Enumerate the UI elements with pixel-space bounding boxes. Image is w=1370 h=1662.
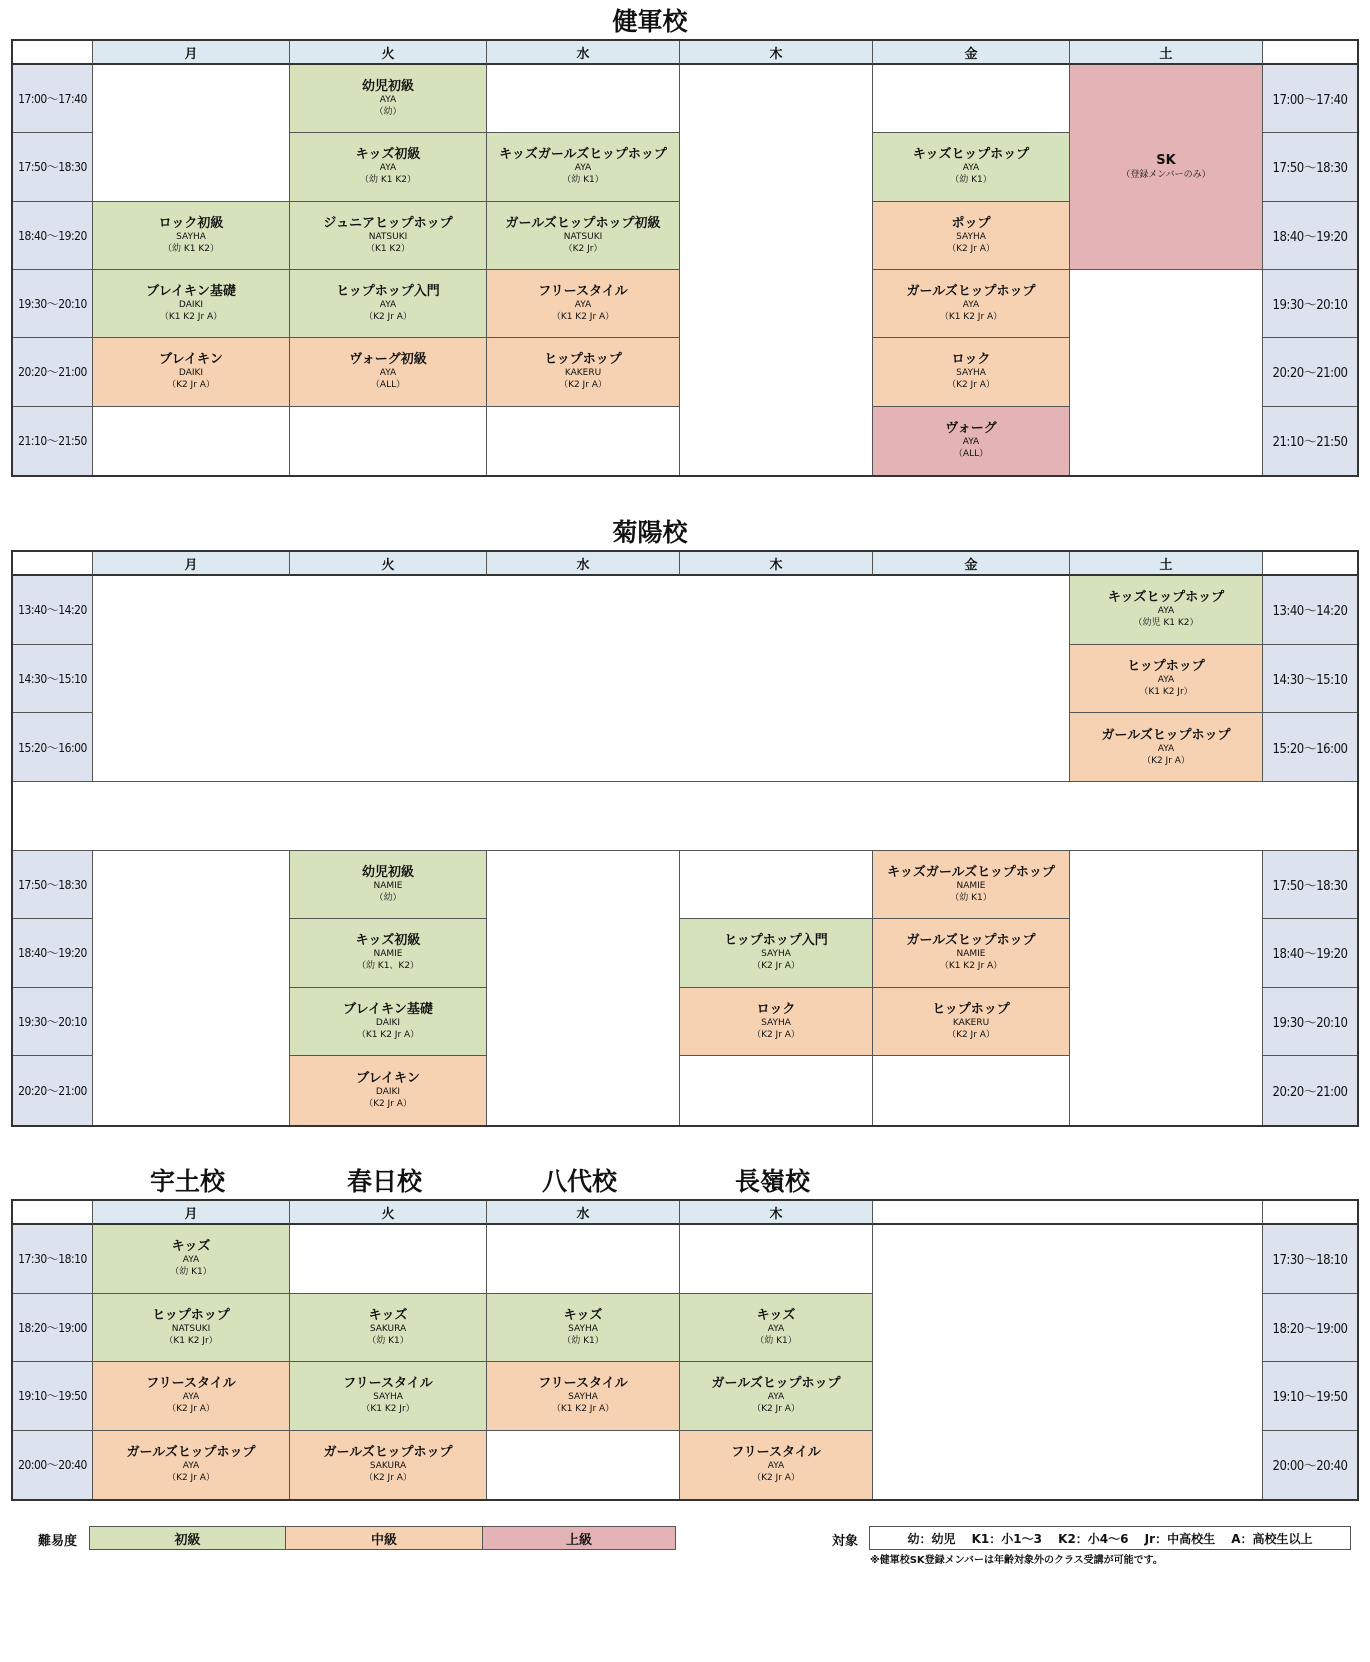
class-cell[interactable] <box>290 851 487 920</box>
time-slot: 13:40～14:20 <box>13 576 93 645</box>
time-slot: 17:00～17:40 <box>13 65 93 133</box>
class-name: キッズ <box>171 1239 211 1255</box>
empty-slot <box>680 1056 873 1125</box>
class-target: （幼） <box>374 107 402 118</box>
class-teacher: NAMIE <box>373 949 403 960</box>
time-slot: 21:10～21:50 <box>13 407 93 475</box>
school-title-kasuga: 春日校 <box>346 1167 422 1196</box>
empty-slot <box>1070 270 1263 475</box>
class-name: ヒップホップ <box>544 352 622 368</box>
day-header-sat: 土 <box>1070 41 1263 65</box>
empty-slot <box>680 1225 873 1294</box>
header-blank <box>13 552 93 576</box>
empty-slot <box>487 851 680 1126</box>
class-target: （K1 K2） <box>365 243 411 254</box>
class-teacher: AYA <box>182 1461 200 1472</box>
class-name: ガールズヒップホップ <box>906 933 1036 949</box>
class-teacher: NATSUKI <box>368 231 408 242</box>
class-name: ヴォーグ <box>945 421 997 437</box>
class-teacher: NATSUKI <box>563 231 603 242</box>
class-cell[interactable] <box>680 919 873 988</box>
class-cell[interactable] <box>487 202 680 270</box>
class-name: ロック <box>756 1002 796 1018</box>
time-slot: 19:10～19:50 <box>13 1362 93 1431</box>
class-name: 幼児初級 <box>361 79 414 95</box>
class-cell[interactable] <box>873 407 1070 475</box>
time-slot: 18:20～19:00 <box>1263 1294 1357 1363</box>
class-name: 幼児初級 <box>361 864 414 880</box>
class-target: （K2 Jr A） <box>167 1404 215 1415</box>
school-title-uto: 宇土校 <box>149 1167 225 1196</box>
class-name: フリースタイル <box>146 1376 236 1392</box>
class-name: キッズヒップホップ <box>912 147 1030 163</box>
class-target: （K1 K2 Jr A） <box>939 312 1003 323</box>
day-header-thu: 木 <box>680 552 873 576</box>
class-teacher: AYA <box>1157 606 1175 617</box>
time-slot: 15:20～16:00 <box>1263 713 1357 782</box>
legend-target-text: 幼：幼児 K1：小1～3 K2：小4～6 Jr：中高校生 A：高校生以上 <box>869 1526 1351 1550</box>
class-teacher: AYA <box>962 163 980 174</box>
class-name: ヒップホップ <box>1127 658 1205 674</box>
class-teacher: AYA <box>182 1392 200 1403</box>
school-title-kengun: 健軍校 <box>612 7 688 36</box>
class-cell[interactable] <box>873 202 1070 270</box>
class-cell[interactable] <box>93 202 290 270</box>
class-teacher: AYA <box>1157 674 1175 685</box>
class-target: （K2 Jr A） <box>752 1030 800 1041</box>
class-teacher: SAYHA <box>373 1392 403 1403</box>
class-target: （K2 Jr A） <box>752 1404 800 1415</box>
class-target: （K2 Jr A） <box>364 1473 412 1484</box>
class-target: （K2 Jr A） <box>947 1030 995 1041</box>
class-name: ヒップホップ <box>932 1002 1010 1018</box>
day-header-fri: 金 <box>873 41 1070 65</box>
class-cell[interactable] <box>290 1362 487 1431</box>
class-name: ガールズヒップホップ <box>1101 727 1231 743</box>
class-cell[interactable] <box>680 988 873 1057</box>
class-name: キッズ <box>368 1307 408 1323</box>
time-slot: 19:30～20:10 <box>13 270 93 338</box>
class-name: キッズ初級 <box>355 933 421 949</box>
class-name: キッズガールズヒップホップ <box>499 147 667 163</box>
class-name: ヒップホップ入門 <box>336 284 440 300</box>
class-target: （K1 K2 Jr A） <box>159 312 223 323</box>
class-cell[interactable] <box>487 270 680 338</box>
time-slot: 20:00～20:40 <box>1263 1431 1357 1500</box>
class-name: フリースタイル <box>538 284 628 300</box>
class-cell[interactable] <box>487 338 680 406</box>
time-slot: 14:30～15:10 <box>1263 645 1357 714</box>
class-teacher: AYA <box>182 1255 200 1266</box>
time-slot: 17:30～18:10 <box>1263 1225 1357 1294</box>
day-header-tue: 火 <box>290 1201 487 1225</box>
class-cell[interactable] <box>290 202 487 270</box>
class-target: （ALL） <box>370 380 406 391</box>
class-name: ヴォーグ初級 <box>349 352 427 368</box>
class-name: ガールズヒップホップ <box>906 284 1036 300</box>
class-cell[interactable] <box>680 1294 873 1363</box>
break-row <box>13 782 1357 851</box>
time-slot: 19:30～20:10 <box>1263 988 1357 1057</box>
class-teacher: SAYHA <box>568 1392 598 1403</box>
day-header-thu: 木 <box>680 41 873 65</box>
time-slot: 18:40～19:20 <box>13 202 93 270</box>
header-blank <box>1263 41 1357 65</box>
class-teacher: SAYHA <box>761 1018 791 1029</box>
class-cell[interactable] <box>487 133 680 201</box>
class-target: （K1 K2 Jr A） <box>356 1030 420 1041</box>
class-name: ガールズヒップホップ <box>711 1376 841 1392</box>
class-cell[interactable] <box>93 1362 290 1431</box>
class-target: （K2 Jr A） <box>1142 755 1190 766</box>
class-teacher: SAKURA <box>369 1461 407 1472</box>
time-slot: 20:20～21:00 <box>13 1056 93 1125</box>
class-target: （幼 K1、K2） <box>356 961 420 972</box>
class-cell[interactable] <box>873 270 1070 338</box>
timetable-kikuyo <box>11 550 1359 1127</box>
class-teacher: AYA <box>379 95 397 106</box>
header-blank <box>1263 1201 1357 1225</box>
empty-slot <box>873 65 1070 133</box>
class-teacher: SAKURA <box>369 1323 407 1334</box>
class-teacher: KAKERU <box>564 368 602 379</box>
class-teacher: SAYHA <box>568 1323 598 1334</box>
class-teacher: AYA <box>574 163 592 174</box>
class-teacher: NAMIE <box>956 949 986 960</box>
class-teacher: AYA <box>767 1461 785 1472</box>
class-target: （K2 Jr A） <box>364 1099 412 1110</box>
class-teacher: KAKERU <box>952 1018 990 1029</box>
empty-slot <box>93 407 290 475</box>
day-header-mon: 月 <box>93 1201 290 1225</box>
legend-beginner: 初級 <box>89 1526 286 1550</box>
empty-slot <box>680 851 873 920</box>
class-name: ヒップホップ <box>152 1307 230 1323</box>
class-target: （K1 K2 Jr） <box>361 1404 415 1415</box>
time-slot: 18:20～19:00 <box>13 1294 93 1363</box>
class-cell[interactable] <box>1070 713 1263 782</box>
class-teacher: AYA <box>767 1323 785 1334</box>
time-slot: 18:40～19:20 <box>13 919 93 988</box>
time-slot: 19:10～19:50 <box>1263 1362 1357 1431</box>
school-title-nagamine: 長嶺校 <box>734 1167 810 1196</box>
class-teacher: SAYHA <box>761 949 791 960</box>
class-teacher: DAIKI <box>375 1087 401 1098</box>
class-teacher: SAYHA <box>176 231 206 242</box>
empty-slot <box>1070 851 1263 1126</box>
empty-slot <box>680 65 873 475</box>
class-cell[interactable] <box>873 988 1070 1057</box>
time-slot: 20:20～21:00 <box>1263 1056 1357 1125</box>
class-cell[interactable] <box>290 270 487 338</box>
class-name: ブレイキン基礎 <box>343 1002 433 1018</box>
day-header-fri: 金 <box>873 552 1070 576</box>
empty-slot <box>487 1431 680 1500</box>
class-name: キッズヒップホップ <box>1107 590 1225 606</box>
empty-slot <box>873 1056 1070 1125</box>
empty-slot <box>93 851 290 1126</box>
empty-slot <box>290 407 487 475</box>
class-target: （K2 Jr A） <box>752 961 800 972</box>
class-name: ロック <box>951 352 991 368</box>
class-target: （幼児 K1 K2） <box>1133 618 1199 629</box>
class-target: （K2 Jr） <box>563 243 603 254</box>
class-name: ロック初級 <box>158 215 224 231</box>
class-cell[interactable] <box>93 338 290 406</box>
class-cell[interactable] <box>93 270 290 338</box>
class-cell[interactable] <box>93 1431 290 1500</box>
class-teacher: AYA <box>767 1392 785 1403</box>
timetable-branches <box>11 1199 1359 1501</box>
time-slot: 18:40～19:20 <box>1263 919 1357 988</box>
time-slot: 17:50～18:30 <box>13 133 93 201</box>
class-teacher: AYA <box>1157 743 1175 754</box>
day-header-tue: 火 <box>290 552 487 576</box>
class-teacher: NATSUKI <box>171 1323 211 1334</box>
class-name: キッズ <box>756 1307 796 1323</box>
empty-slot <box>487 1225 680 1294</box>
class-target: （幼 K1） <box>755 1335 797 1346</box>
header-blank <box>1263 552 1357 576</box>
time-slot: 17:00～17:40 <box>1263 65 1357 133</box>
class-target: （幼 K1 K2） <box>360 175 416 186</box>
header-blank <box>873 1201 1263 1225</box>
legend-intermediate: 中級 <box>285 1526 483 1550</box>
class-teacher: NAMIE <box>373 880 403 891</box>
time-slot: 18:40～19:20 <box>1263 202 1357 270</box>
class-teacher: AYA <box>962 437 980 448</box>
class-teacher: AYA <box>379 368 397 379</box>
empty-slot <box>290 1225 487 1294</box>
class-name: フリースタイル <box>343 1376 433 1392</box>
time-slot: 20:20～21:00 <box>13 338 93 406</box>
timetable-kengun <box>11 39 1359 477</box>
time-slot: 17:50～18:30 <box>1263 133 1357 201</box>
day-header-wed: 水 <box>487 552 680 576</box>
class-cell[interactable] <box>873 133 1070 201</box>
time-slot: 14:30～15:10 <box>13 645 93 714</box>
time-slot: 20:00～20:40 <box>13 1431 93 1500</box>
class-target: （K2 Jr A） <box>364 312 412 323</box>
class-target: （K2 Jr A） <box>947 243 995 254</box>
class-cell[interactable] <box>1070 576 1263 645</box>
class-cell[interactable] <box>1070 65 1263 270</box>
class-teacher: DAIKI <box>375 1018 401 1029</box>
class-cell[interactable] <box>680 1431 873 1500</box>
class-teacher: AYA <box>574 300 592 311</box>
time-slot: 19:30～20:10 <box>13 988 93 1057</box>
day-header-tue: 火 <box>290 41 487 65</box>
class-teacher: SAYHA <box>956 231 986 242</box>
legend-difficulty-label: 難易度 <box>38 1534 78 1549</box>
day-header-mon: 月 <box>93 41 290 65</box>
legend-target-label: 対象 <box>832 1534 859 1549</box>
class-cell[interactable] <box>290 988 487 1057</box>
class-target: （幼） <box>374 892 402 903</box>
class-cell[interactable] <box>290 1294 487 1363</box>
class-name: キッズ初級 <box>355 147 421 163</box>
class-name: SK <box>1156 153 1176 168</box>
empty-slot <box>873 1225 1263 1499</box>
day-header-sat: 土 <box>1070 552 1263 576</box>
class-target: （K2 Jr A） <box>167 380 215 391</box>
class-target: （幼 K1） <box>170 1267 212 1278</box>
school-title-yatsushiro: 八代校 <box>541 1167 617 1196</box>
day-header-wed: 水 <box>487 41 680 65</box>
header-blank <box>13 41 93 65</box>
class-target: （K2 Jr A） <box>559 380 607 391</box>
class-cell[interactable] <box>93 1294 290 1363</box>
class-target: （K1 K2 Jr） <box>1139 686 1193 697</box>
class-cell[interactable] <box>873 851 1070 920</box>
class-name: ヒップホップ入門 <box>724 933 828 949</box>
class-name: ガールズヒップホップ <box>126 1445 256 1461</box>
class-name: ガールズヒップホップ初級 <box>505 215 661 231</box>
class-name: ブレイキン <box>356 1071 420 1087</box>
class-name: ジュニアヒップホップ <box>323 215 453 231</box>
class-name: ブレイキン基礎 <box>146 284 236 300</box>
empty-slot <box>93 65 290 202</box>
class-target: （幼 K1） <box>367 1335 409 1346</box>
legend-note: ※健軍校SK登録メンバーは年齢対象外のクラス受講が可能です。 <box>870 1555 1163 1566</box>
class-teacher: DAIKI <box>178 368 204 379</box>
time-slot: 17:50～18:30 <box>13 851 93 920</box>
class-cell[interactable] <box>873 338 1070 406</box>
class-target: （ALL） <box>953 449 989 460</box>
empty-slot <box>487 407 680 475</box>
class-cell[interactable] <box>873 919 1070 988</box>
class-teacher: NAMIE <box>956 880 986 891</box>
class-name: ガールズヒップホップ <box>323 1445 453 1461</box>
class-cell[interactable] <box>290 1431 487 1500</box>
class-target: （幼 K1） <box>950 175 992 186</box>
class-target: （K2 Jr A） <box>167 1473 215 1484</box>
day-header-thu: 木 <box>680 1201 873 1225</box>
legend-advanced: 上級 <box>482 1526 676 1550</box>
class-target: （K1 K2 Jr） <box>164 1335 218 1346</box>
class-name: フリースタイル <box>731 1445 821 1461</box>
class-target: （K1 K2 Jr A） <box>551 312 615 323</box>
time-slot: 19:30～20:10 <box>1263 270 1357 338</box>
class-cell[interactable] <box>487 1362 680 1431</box>
time-slot: 13:40～14:20 <box>1263 576 1357 645</box>
class-target: （幼 K1） <box>562 1335 604 1346</box>
class-teacher: SAYHA <box>956 368 986 379</box>
class-target: （K1 K2 Jr A） <box>939 961 1003 972</box>
class-target: （幼 K1 K2） <box>163 243 219 254</box>
class-teacher: DAIKI <box>178 300 204 311</box>
empty-slot <box>487 65 680 133</box>
time-slot: 20:20～21:00 <box>1263 338 1357 406</box>
time-slot: 15:20～16:00 <box>13 713 93 782</box>
class-target: （K1 K2 Jr A） <box>551 1404 615 1415</box>
class-cell[interactable] <box>290 133 487 201</box>
time-slot: 17:50～18:30 <box>1263 851 1357 920</box>
class-target: （登録メンバーのみ） <box>1121 170 1211 180</box>
header-blank <box>13 1201 93 1225</box>
class-target: （幼 K1） <box>562 175 604 186</box>
class-target: （K2 Jr A） <box>947 380 995 391</box>
time-slot: 17:30～18:10 <box>13 1225 93 1294</box>
class-cell[interactable] <box>680 1362 873 1431</box>
class-cell[interactable] <box>290 338 487 406</box>
school-title-kikuyo: 菊陽校 <box>612 518 688 547</box>
class-name: ポップ <box>951 215 991 231</box>
day-header-wed: 水 <box>487 1201 680 1225</box>
class-teacher: AYA <box>379 300 397 311</box>
empty-slot <box>93 576 1070 782</box>
class-cell[interactable] <box>1070 645 1263 714</box>
class-cell[interactable] <box>487 1294 680 1363</box>
class-name: ブレイキン <box>159 352 223 368</box>
class-name: キッズ <box>563 1307 603 1323</box>
time-slot: 21:10～21:50 <box>1263 407 1357 475</box>
class-target: （K2 Jr A） <box>752 1473 800 1484</box>
class-cell[interactable] <box>290 65 487 133</box>
class-teacher: AYA <box>379 163 397 174</box>
class-target: （幼 K1） <box>950 892 992 903</box>
class-cell[interactable] <box>290 919 487 988</box>
class-cell[interactable] <box>93 1225 290 1294</box>
class-cell[interactable] <box>290 1056 487 1125</box>
class-name: キッズガールズヒップホップ <box>887 864 1055 880</box>
class-name: フリースタイル <box>538 1376 628 1392</box>
day-header-mon: 月 <box>93 552 290 576</box>
class-teacher: AYA <box>962 300 980 311</box>
